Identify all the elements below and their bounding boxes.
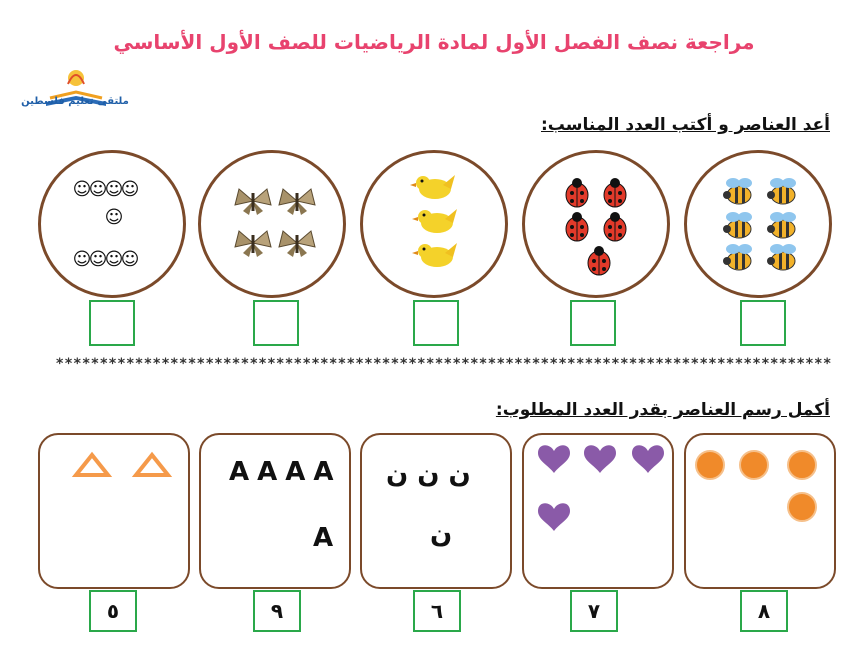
answer-box-smileys[interactable] xyxy=(89,300,135,346)
heart-icon xyxy=(538,445,664,531)
group-butterflies xyxy=(198,150,346,298)
letter-noon: ن xyxy=(430,519,453,549)
target-number-6: ٦ xyxy=(413,590,461,632)
bird-icon xyxy=(410,175,457,267)
svg-text:☺: ☺ xyxy=(72,179,92,200)
svg-text:☺: ☺ xyxy=(72,249,92,270)
group-birds xyxy=(360,150,508,298)
butterfly-icon xyxy=(235,189,315,257)
letter-a: A xyxy=(313,523,334,553)
worksheet-title: مراجعة نصف الفصل الأول لمادة الرياضيات للصف الأول الأساسي xyxy=(113,30,755,54)
target-number-5: ٥ xyxy=(89,590,137,632)
draw-box-circles[interactable] xyxy=(684,433,836,589)
draw-box-letter-noon[interactable] xyxy=(360,433,512,589)
group-smileys xyxy=(38,150,186,298)
svg-text:☺: ☺ xyxy=(88,179,108,200)
circle-icon xyxy=(696,451,816,521)
target-number-9: ٩ xyxy=(253,590,301,632)
svg-text:☺: ☺ xyxy=(120,179,140,200)
svg-text:☺: ☺ xyxy=(104,179,124,200)
divider: **************************************************************************************** xyxy=(56,356,833,372)
draw-box-letter-a[interactable] xyxy=(199,433,351,589)
letter-noon-row: ن ن ن xyxy=(386,459,471,489)
answer-box-ladybugs[interactable] xyxy=(570,300,616,346)
answer-box-butterflies[interactable] xyxy=(253,300,299,346)
answer-box-bees[interactable] xyxy=(740,300,786,346)
group-bees xyxy=(684,150,832,298)
group-ladybugs xyxy=(522,150,670,298)
bee-icon xyxy=(723,178,796,270)
target-number-7: ٧ xyxy=(570,590,618,632)
smiley-icon xyxy=(73,179,140,270)
svg-text:☺: ☺ xyxy=(88,249,108,270)
letter-a-row: AAAA xyxy=(229,457,342,487)
draw-box-hearts[interactable] xyxy=(522,433,674,589)
triangle-icon xyxy=(76,455,168,475)
section1-heading: أعد العناصر و أكتب العدد المناسب: xyxy=(541,115,830,135)
target-number-8: ٨ xyxy=(740,590,788,632)
ladybug-icon xyxy=(566,178,626,275)
svg-text:☺: ☺ xyxy=(104,207,124,228)
logo-icon xyxy=(28,58,124,118)
section2-heading: أكمل رسم العناصر بقدر العدد المطلوب: xyxy=(495,400,830,420)
draw-box-triangles[interactable] xyxy=(38,433,190,589)
answer-box-birds[interactable] xyxy=(413,300,459,346)
svg-text:☺: ☺ xyxy=(104,249,124,270)
logo-text: ملتقى تعليم فلسطين xyxy=(21,96,129,107)
svg-text:☺: ☺ xyxy=(120,249,140,270)
